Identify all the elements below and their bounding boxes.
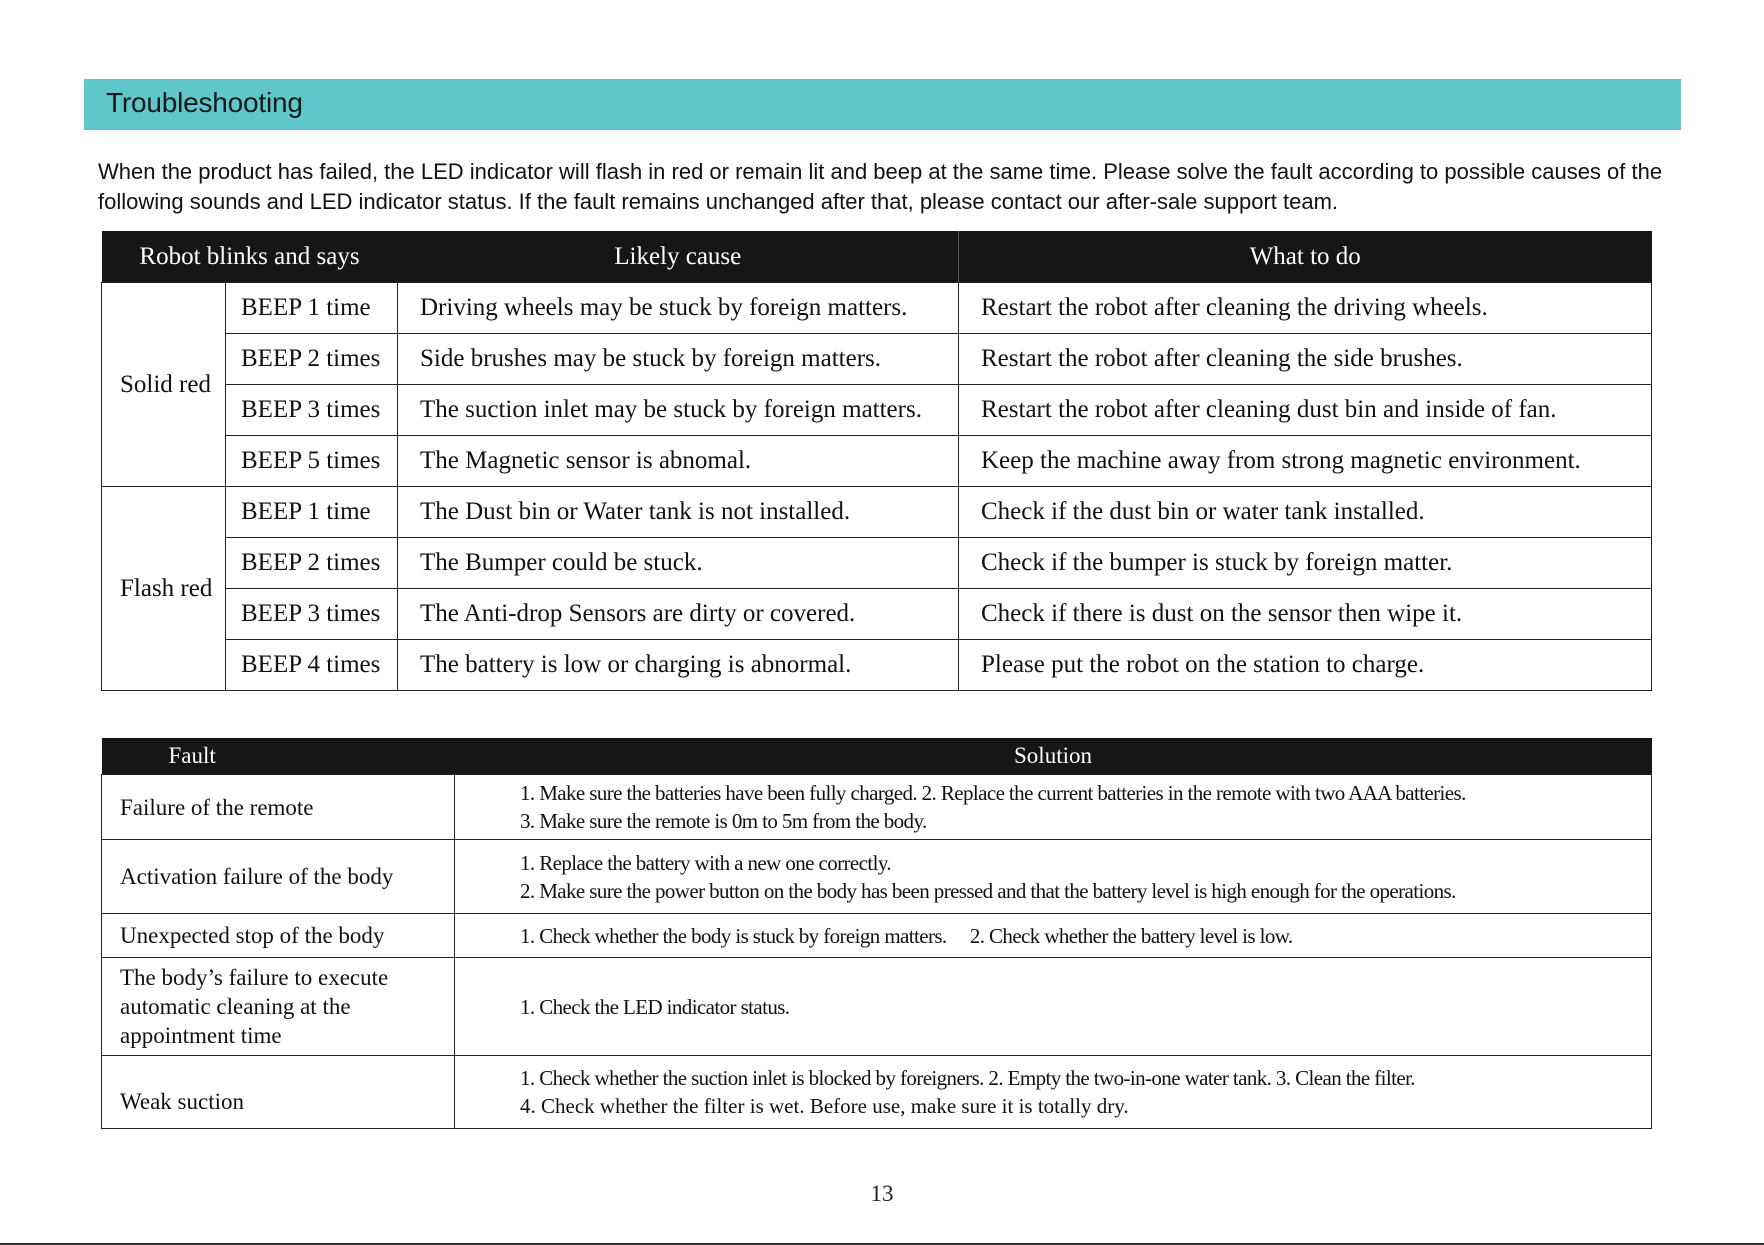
table-row [102, 775, 1652, 840]
solution-line: 1. Check whether the body is stuck by foreign matters. 2. Check whether the battery level is low. [520, 923, 1293, 948]
solution-line: 1. Replace the battery with a new one correctly. [520, 850, 892, 875]
header-what-to-do: What to do [959, 231, 1652, 283]
what-to-do: Restart the robot after cleaning the side brushes. [959, 334, 1652, 385]
table-row [102, 840, 1652, 914]
table-row [102, 436, 1652, 487]
table-row [102, 1056, 1652, 1129]
table-row [102, 487, 1652, 538]
likely-cause: The Anti-drop Sensors are dirty or covered. [398, 589, 959, 640]
header-robot-blinks: Robot blinks and says [102, 231, 398, 283]
what-to-do: Check if the bumper is stuck by foreign matter. [959, 538, 1652, 589]
table-row [102, 334, 1652, 385]
led-state-flash-red: Flash red [102, 487, 226, 691]
beep-count: BEEP 2 times [226, 538, 398, 589]
beep-count: BEEP 4 times [226, 640, 398, 691]
table-row [102, 538, 1652, 589]
fault-name: Activation failure of the body [102, 840, 455, 914]
header-likely-cause: Likely cause [398, 231, 959, 283]
header-solution: Solution [455, 738, 1652, 775]
likely-cause: Driving wheels may be stuck by foreign matters. [398, 283, 959, 334]
beep-count: BEEP 1 time [226, 283, 398, 334]
likely-cause: The Magnetic sensor is abnomal. [398, 436, 959, 487]
fault-name: Failure of the remote [102, 775, 455, 840]
table-row [102, 914, 1652, 958]
what-to-do: Keep the machine away from strong magnetic environment. [959, 436, 1652, 487]
table-row [102, 385, 1652, 436]
fault-table-header-row [102, 738, 1652, 775]
solution-cell [455, 840, 1652, 914]
what-to-do: Restart the robot after cleaning the driving wheels. [959, 283, 1652, 334]
solution-cell [455, 775, 1652, 840]
solution-cell [455, 1056, 1652, 1129]
fault-name: The body’s failure to execute automatic cleaning at the appointment time [102, 958, 455, 1056]
section-title: Troubleshooting [106, 87, 303, 118]
header-fault: Fault [102, 738, 455, 775]
likely-cause: Side brushes may be stuck by foreign matters. [398, 334, 959, 385]
fault-solution-table [101, 738, 1652, 1129]
what-to-do: Check if the dust bin or water tank installed. [959, 487, 1652, 538]
solution-line: 1. Check the LED indicator status. [520, 994, 790, 1019]
what-to-do: Please put the robot on the station to charge. [959, 640, 1652, 691]
section-header-bar [84, 79, 1681, 130]
likely-cause: The battery is low or charging is abnormal. [398, 640, 959, 691]
fault-name: Weak suction [102, 1056, 455, 1129]
table-row [102, 283, 1652, 334]
beep-count: BEEP 3 times [226, 385, 398, 436]
table-row [102, 958, 1652, 1056]
solution-line: 4. Check whether the filter is wet. Before use, make sure it is totally dry. [520, 1094, 1129, 1118]
beep-troubleshooting-table [101, 231, 1652, 691]
solution-line: 1. Check whether the suction inlet is blocked by foreigners. 2. Empty the two-in-one water tank. 3. Clean the filter. [520, 1066, 1415, 1090]
led-state-solid-red: Solid red [102, 283, 226, 487]
what-to-do: Restart the robot after cleaning dust bin and inside of fan. [959, 385, 1652, 436]
beep-count: BEEP 3 times [226, 589, 398, 640]
table-row [102, 640, 1652, 691]
solution-cell [455, 958, 1652, 1056]
likely-cause: The suction inlet may be stuck by foreign matters. [398, 385, 959, 436]
intro-paragraph: When the product has failed, the LED indicator will flash in red or remain lit and beep at the same time. Please solve the fault according to possible causes of the following sounds and LED indicator status. If the fault remains unchanged after that, please contact our after-sale support team. [98, 159, 1663, 214]
what-to-do: Check if there is dust on the sensor then wipe it. [959, 589, 1652, 640]
likely-cause: The Bumper could be stuck. [398, 538, 959, 589]
solution-cell [455, 914, 1652, 958]
solution-line: 2. Make sure the power button on the body has been pressed and that the battery level is high enough for the operations. [520, 878, 1456, 903]
fault-name: Unexpected stop of the body [102, 914, 455, 958]
beep-count: BEEP 2 times [226, 334, 398, 385]
beep-count: BEEP 1 time [226, 487, 398, 538]
beep-table-header-row [102, 231, 1652, 283]
beep-count: BEEP 5 times [226, 436, 398, 487]
table-row [102, 589, 1652, 640]
solution-line: 1. Make sure the batteries have been fully charged. 2. Replace the current batteries in the remote with two AAA batteries. [520, 781, 1466, 805]
solution-line: 3. Make sure the remote is 0m to 5m from the body. [520, 809, 927, 833]
page-number: 13 [870, 1181, 894, 1206]
likely-cause: The Dust bin or Water tank is not installed. [398, 487, 959, 538]
